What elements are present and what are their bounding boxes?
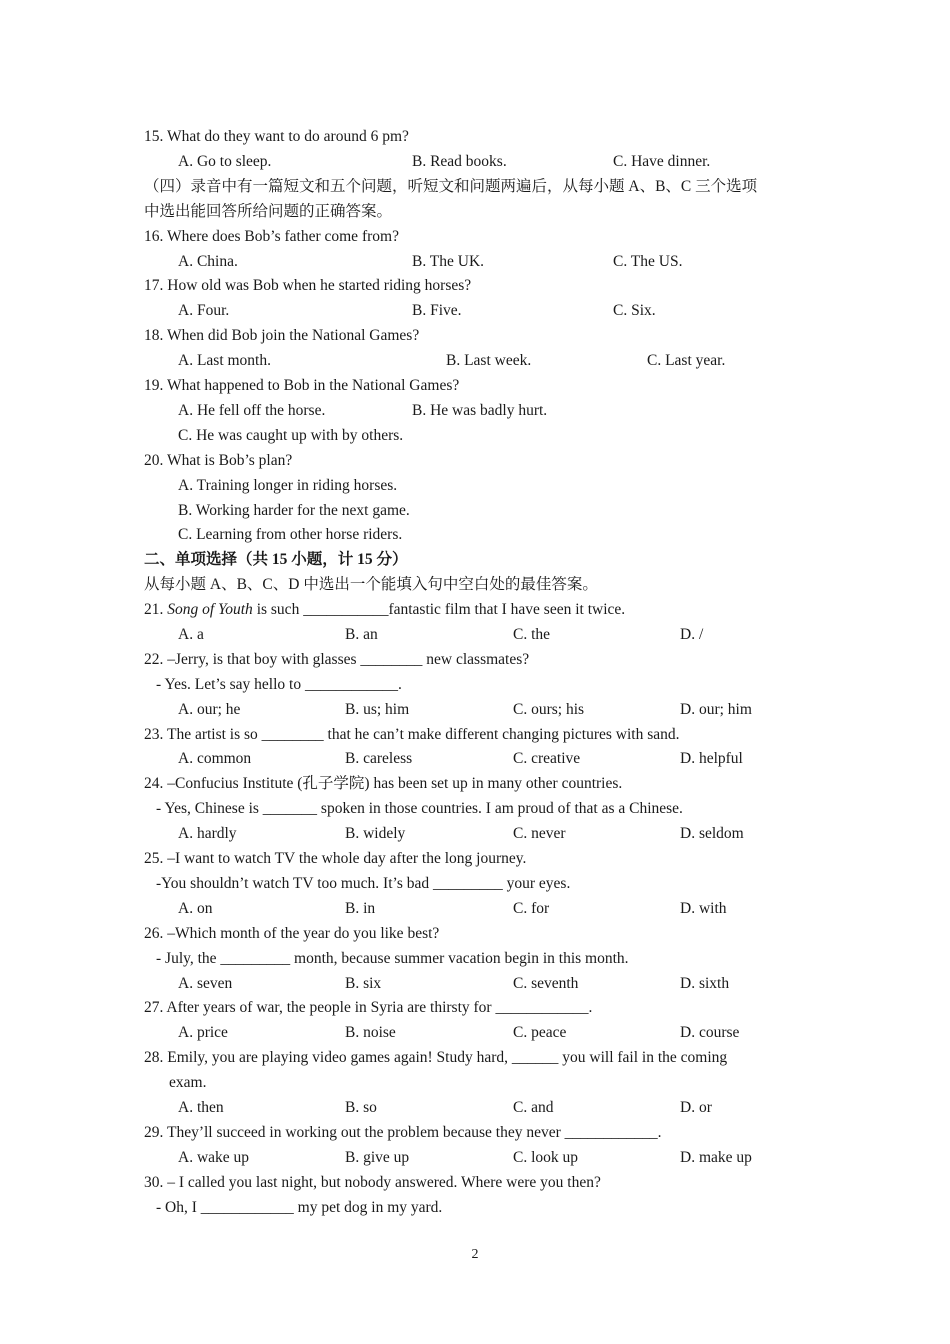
q23-option-a: A. common: [178, 750, 252, 767]
q22-option-b: B. us; him: [345, 701, 410, 718]
question-24-line2: - Yes, Chinese is _______ spoken in those countries. I am proud of that as a Chinese.: [156, 800, 683, 817]
q24-option-a: A. hardly: [178, 825, 237, 842]
q15-option-c: C. Have dinner.: [613, 153, 711, 170]
q25-option-c: C. for: [513, 900, 550, 917]
q28-option-b: B. so: [345, 1099, 377, 1116]
q20-option-c: C. Learning from other horse riders.: [178, 526, 403, 543]
question-25-line1: 25. –I want to watch TV the whole day after the long journey.: [144, 850, 527, 867]
q29-option-d: D. make up: [680, 1149, 752, 1166]
q21-option-c: C. the: [513, 626, 551, 643]
question-22-line2: - Yes. Let’s say hello to ____________.: [156, 676, 402, 693]
q23-option-c: C. creative: [513, 750, 581, 767]
q18-option-c: C. Last year.: [647, 352, 726, 369]
question-28-line2: exam.: [169, 1074, 207, 1091]
q26-option-b: B. six: [345, 975, 382, 992]
q22-option-c: C. ours; his: [513, 701, 585, 718]
q19-option-c: C. He was caught up with by others.: [178, 427, 404, 444]
q18-option-b: B. Last week.: [446, 352, 532, 369]
q18-option-a: A. Last month.: [178, 352, 271, 369]
page-number: 2: [471, 1247, 479, 1262]
q19-option-a: A. He fell off the horse.: [178, 402, 326, 419]
section2-heading: 二、单项选择（共 15 小题，计 15 分）: [144, 551, 408, 568]
q17-option-c: C. Six.: [613, 302, 656, 319]
question-29-stem: 29. They’ll succeed in working out the problem because they never ____________.: [144, 1124, 662, 1141]
q21-rest: is such ___________fantastic film that I have seen it twice.: [252, 601, 626, 618]
q25-option-b: B. in: [345, 900, 376, 917]
q28-option-c: C. and: [513, 1099, 554, 1116]
q16-option-a: A. China.: [178, 253, 238, 270]
question-26-line1: 26. –Which month of the year do you like best?: [144, 925, 440, 942]
question-24-line1: 24. –Confucius Institute (孔子学院) has been set up in many other countries.: [144, 775, 623, 792]
q21-film-title: Song of Youth: [167, 601, 253, 618]
q26-option-a: A. seven: [178, 975, 233, 992]
q15-option-b: B. Read books.: [412, 153, 507, 170]
q24-option-b: B. widely: [345, 825, 406, 842]
question-15-stem: 15. What do they want to do around 6 pm?: [144, 128, 409, 145]
question-30-line1: 30. – I called you last night, but nobody answered. Where were you then?: [144, 1174, 601, 1191]
q28-option-a: A. then: [178, 1099, 224, 1116]
question-30-line2: - Oh, I ____________ my pet dog in my yard.: [156, 1199, 443, 1216]
q21-option-d: D. /: [680, 626, 704, 643]
q21-option-a: A. a: [178, 626, 204, 643]
q25-option-a: A. on: [178, 900, 213, 917]
q26-option-c: C. seventh: [513, 975, 579, 992]
q23-option-d: D. helpful: [680, 750, 743, 767]
question-21-stem: [144, 600, 625, 620]
q27-option-d: D. course: [680, 1024, 740, 1041]
question-17-stem: 17. How old was Bob when he started riding horses?: [144, 277, 472, 294]
q24-option-c: C. never: [513, 825, 566, 842]
q26-option-d: D. sixth: [680, 975, 730, 992]
q29-option-a: A. wake up: [178, 1149, 250, 1166]
q29-option-b: B. give up: [345, 1149, 410, 1166]
section2-instructions: 从每小题 A、B、C、D 中选出一个能填入句中空白处的最佳答案。: [144, 576, 598, 593]
q20-option-a: A. Training longer in riding horses.: [178, 477, 398, 494]
q27-option-c: C. peace: [513, 1024, 567, 1041]
section4-instructions-line2: 中选出能回答所给问题的正确答案。: [144, 203, 393, 220]
q24-option-d: D. seldom: [680, 825, 744, 842]
section4-instructions-line1: （四）录音中有一篇短文和五个问题，听短文和问题两遍后，从每小题 A、B、C 三个选项: [144, 178, 758, 195]
q17-option-b: B. Five.: [412, 302, 462, 319]
q21-number: 21.: [144, 601, 168, 618]
q15-option-a: A. Go to sleep.: [178, 153, 272, 170]
q19-option-b: B. He was badly hurt.: [412, 402, 548, 419]
question-27-stem: 27. After years of war, the people in Syria are thirsty for ____________.: [144, 999, 593, 1016]
question-23-stem: 23. The artist is so ________ that he can’t make different changing pictures with sand.: [144, 726, 680, 743]
question-16-stem: 16. Where does Bob’s father come from?: [144, 228, 399, 245]
q22-option-a: A. our; he: [178, 701, 241, 718]
q27-option-a: A. price: [178, 1024, 228, 1041]
q20-option-b: B. Working harder for the next game.: [178, 502, 410, 519]
q27-option-b: B. noise: [345, 1024, 396, 1041]
q17-option-a: A. Four.: [178, 302, 230, 319]
question-28-line1: 28. Emily, you are playing video games again! Study hard, ______ you will fail in the coming: [144, 1049, 728, 1066]
q29-option-c: C. look up: [513, 1149, 579, 1166]
q16-option-c: C. The US.: [613, 253, 683, 270]
question-18-stem: 18. When did Bob join the National Games?: [144, 327, 420, 344]
q28-option-d: D. or: [680, 1099, 712, 1116]
question-25-line2: -You shouldn’t watch TV too much. It’s bad _________ your eyes.: [156, 875, 571, 892]
question-26-line2: - July, the _________ month, because summer vacation begin in this month.: [156, 950, 629, 967]
question-22-line1: 22. –Jerry, is that boy with glasses ________ new classmates?: [144, 651, 530, 668]
q16-option-b: B. The UK.: [412, 253, 485, 270]
question-19-stem: 19. What happened to Bob in the National Games?: [144, 377, 460, 394]
question-20-stem: 20. What is Bob’s plan?: [144, 452, 293, 469]
q23-option-b: B. careless: [345, 750, 413, 767]
q21-option-b: B. an: [345, 626, 378, 643]
q25-option-d: D. with: [680, 900, 727, 917]
q22-option-d: D. our; him: [680, 701, 752, 718]
